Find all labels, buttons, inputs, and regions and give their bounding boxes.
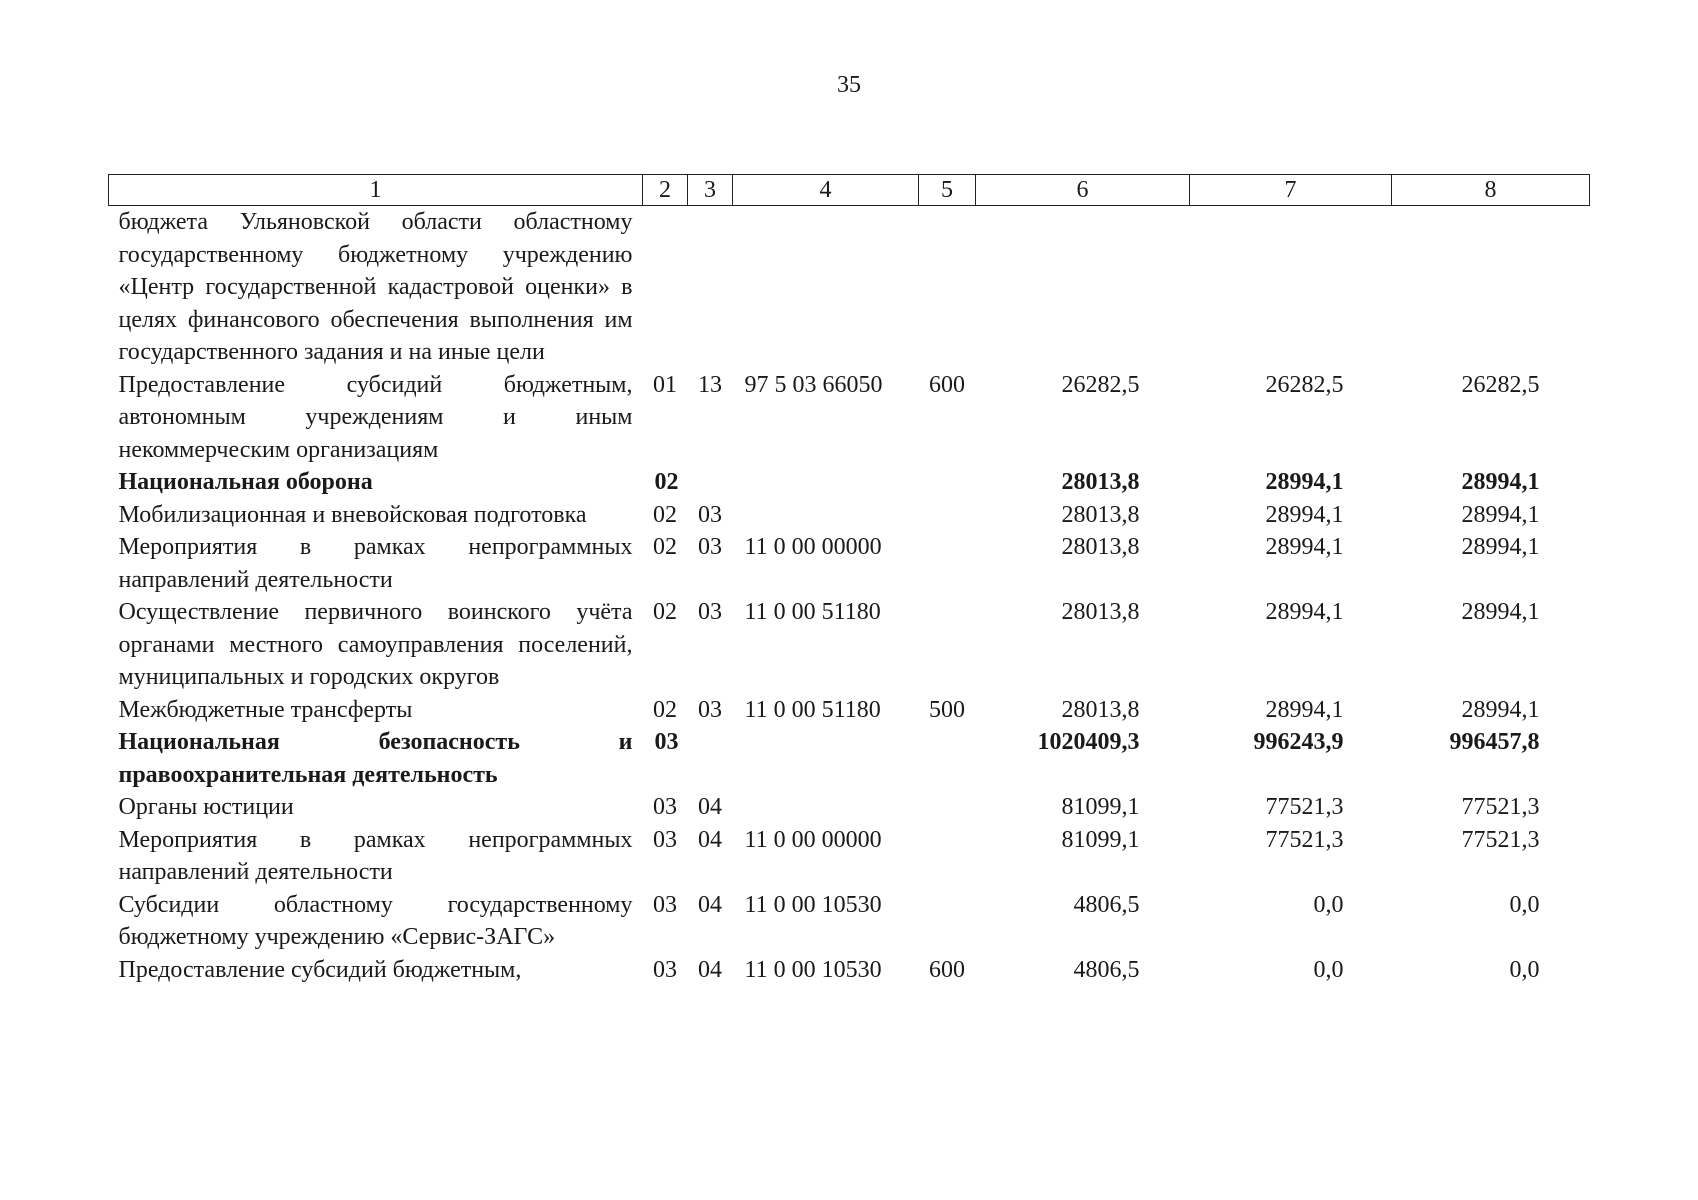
row-value-col-8: 996457,8	[1449, 729, 1540, 755]
table-row	[109, 791, 1590, 824]
table-row	[109, 596, 1590, 694]
table-row	[109, 954, 1590, 987]
row-target-article	[733, 726, 919, 791]
header-col-5: 5	[919, 175, 976, 206]
row-subsection	[688, 726, 733, 791]
row-name: Мобилизационная и вневойсковая подготовка	[118, 501, 587, 528]
row-name: Предоставление субсидий бюджетным,	[118, 956, 522, 983]
row-expense-type	[919, 824, 976, 889]
row-subsection: 03	[698, 599, 722, 625]
row-target-article	[733, 499, 919, 532]
row-value-col-7: 996243,9	[1253, 729, 1344, 755]
header-col-3: 3	[688, 175, 733, 206]
row-subsection: 04	[698, 826, 722, 853]
page-number: 35	[837, 72, 861, 98]
header-col-7: 7	[1190, 175, 1392, 206]
row-value-col-6: 1020409,3	[1037, 729, 1140, 755]
row-value-col-8: 77521,3	[1461, 826, 1540, 853]
row-value-col-7: 28994,1	[1265, 469, 1344, 495]
row-value-col-8: 28994,1	[1461, 501, 1540, 528]
table-row	[109, 726, 1590, 791]
row-name: бюджета Ульяновской области областному государственному бюджетному учреждению «Центр государственной кадастровой оценки» в целях финансового обеспечения выполнения им государственного задания и на иные цели	[118, 209, 633, 365]
row-value-col-6: 28013,8	[1061, 534, 1140, 560]
row-value-col-8: 26282,5	[1461, 371, 1540, 398]
row-value-col-6: 81099,1	[1061, 826, 1140, 853]
row-value-col-8: 0,0	[1509, 891, 1540, 918]
row-name: Предоставление субсидий бюджетным, автономным учреждениям и иным некоммерческим организациям	[118, 371, 633, 463]
row-section: 01	[653, 371, 677, 398]
row-section: 02	[653, 501, 677, 528]
table-row	[109, 824, 1590, 889]
row-expense-type	[919, 791, 976, 824]
row-target-article: 11 0 00 10530	[744, 956, 882, 983]
row-subsection	[688, 206, 733, 369]
row-subsection: 04	[698, 956, 722, 983]
row-section: 03	[653, 891, 677, 918]
row-target-article	[733, 466, 919, 499]
row-value-col-8: 28994,1	[1461, 696, 1540, 723]
row-section: 02	[654, 469, 679, 495]
row-value-col-8: 28994,1	[1461, 599, 1540, 625]
row-section: 02	[653, 696, 677, 723]
row-value-col-6: 26282,5	[1061, 371, 1140, 398]
row-expense-type	[919, 466, 976, 499]
table-row	[109, 889, 1590, 954]
row-value-col-8	[1392, 206, 1590, 369]
row-target-article	[733, 791, 919, 824]
row-value-col-6: 4806,5	[1073, 956, 1140, 983]
row-section: 03	[653, 956, 677, 983]
row-value-col-6: 28013,8	[1061, 501, 1140, 528]
row-subsection	[688, 466, 733, 499]
row-value-col-8: 77521,3	[1461, 794, 1540, 820]
header-col-4: 4	[733, 175, 919, 206]
row-expense-type: 600	[929, 956, 965, 983]
row-value-col-7: 0,0	[1313, 956, 1344, 983]
row-value-col-7: 28994,1	[1265, 599, 1344, 625]
row-expense-type	[919, 531, 976, 596]
row-name: Национальная безопасность и правоохранительная деятельность	[118, 729, 633, 788]
table-row	[109, 531, 1590, 596]
row-target-article: 11 0 00 51180	[744, 599, 881, 625]
row-value-col-8: 28994,1	[1461, 534, 1540, 560]
table-row	[109, 206, 1590, 369]
row-target-article	[733, 206, 919, 369]
row-name: Субсидии областному государственному бюджетному учреждению «Сервис-ЗАГС»	[118, 891, 633, 950]
row-target-article: 11 0 00 00000	[744, 826, 882, 853]
row-subsection: 03	[698, 501, 722, 528]
row-name: Мероприятия в рамках непрограммных направлений деятельности	[118, 826, 633, 885]
row-value-col-7	[1190, 206, 1392, 369]
row-value-col-8: 28994,1	[1461, 469, 1540, 495]
row-expense-type	[919, 889, 976, 954]
row-value-col-7: 26282,5	[1265, 371, 1344, 398]
row-section: 02	[653, 534, 677, 560]
row-subsection: 13	[698, 371, 722, 398]
header-col-6: 6	[976, 175, 1190, 206]
table-row	[109, 466, 1590, 499]
header-col-8: 8	[1392, 175, 1590, 206]
row-subsection: 04	[698, 794, 722, 820]
header-col-2: 2	[643, 175, 688, 206]
row-expense-type	[919, 499, 976, 532]
row-name: Осуществление первичного воинского учёта органами местного самоуправления поселений, муниципальных и городских округов	[118, 599, 633, 690]
row-expense-type	[919, 596, 976, 694]
row-expense-type	[919, 206, 976, 369]
row-value-col-6: 28013,8	[1061, 599, 1140, 625]
row-value-col-8: 0,0	[1509, 956, 1540, 983]
row-section: 03	[653, 826, 677, 853]
row-value-col-6: 28013,8	[1061, 696, 1140, 723]
row-section: 03	[654, 729, 679, 755]
row-value-col-7: 28994,1	[1265, 501, 1344, 528]
table-row	[109, 694, 1590, 727]
row-value-col-6: 81099,1	[1061, 794, 1140, 820]
row-target-article: 11 0 00 00000	[744, 534, 882, 560]
budget-table	[108, 174, 1590, 986]
row-value-col-6: 4806,5	[1073, 891, 1140, 918]
row-section	[643, 206, 688, 369]
row-subsection: 03	[698, 534, 722, 560]
row-name: Органы юстиции	[118, 794, 294, 820]
row-name: Мероприятия в рамках непрограммных направлений деятельности	[118, 534, 633, 593]
row-target-article: 11 0 00 10530	[744, 891, 882, 918]
table-row	[109, 369, 1590, 467]
table-row	[109, 499, 1590, 532]
row-target-article: 11 0 00 51180	[744, 696, 881, 723]
row-name: Межбюджетные трансферты	[118, 696, 413, 723]
row-expense-type: 600	[929, 371, 965, 398]
row-value-col-7: 77521,3	[1265, 826, 1344, 853]
row-value-col-6: 28013,8	[1061, 469, 1140, 495]
row-subsection: 04	[698, 891, 722, 918]
row-expense-type	[919, 726, 976, 791]
row-value-col-7: 0,0	[1313, 891, 1344, 918]
row-section: 03	[653, 794, 677, 820]
row-value-col-6	[976, 206, 1190, 369]
row-value-col-7: 28994,1	[1265, 696, 1344, 723]
row-subsection: 03	[698, 696, 722, 723]
row-value-col-7: 77521,3	[1265, 794, 1344, 820]
row-section: 02	[653, 599, 677, 625]
row-expense-type: 500	[929, 696, 965, 723]
row-target-article: 97 5 03 66050	[744, 371, 883, 398]
row-name: Национальная оборона	[118, 469, 373, 495]
header-col-1: 1	[109, 175, 643, 206]
table-header-row	[109, 175, 1590, 206]
row-value-col-7: 28994,1	[1265, 534, 1344, 560]
